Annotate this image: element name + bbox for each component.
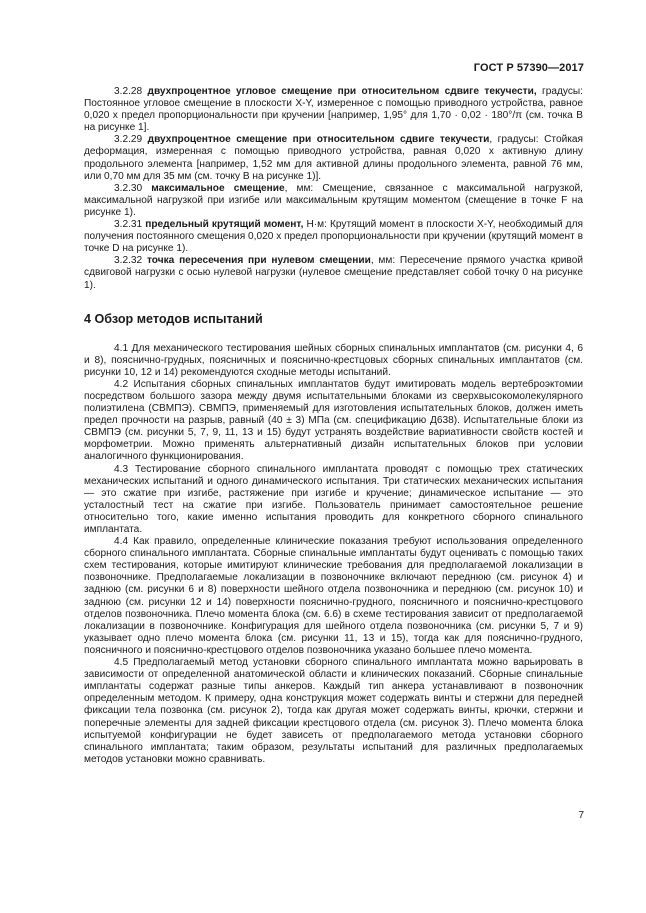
standard-header: ГОСТ Р 57390—2017	[473, 62, 584, 74]
definition-number: 3.2.31	[114, 219, 143, 231]
definition-number: 3.2.30	[114, 182, 143, 194]
paragraph-4-3: 4.3 Тестирование сборного спинального имплантата проводят с помощью трех статических механических испытаний и одного динамического испытания. Три статических механических испытания — это сжатие при изгибе, растяжение при изгибе и кручение; динамическое испытание — это усталостный тест на сжатие при изгибе. Пользователь принимает самостоятельное решение относительно того, какие именно испытания проводить для конкретного сборного спинального имплантата.	[84, 463, 583, 535]
definition-term: максимальное смещение	[151, 182, 285, 194]
definition-text: , мм: Смещение, связанное с максимальной нагрузкой, максимальной нагрузкой при изгибе или максимальным крутящим моментом (смещение в точке F на рисунке 1).	[84, 182, 583, 218]
paragraph-4-1: 4.1 Для механического тестирования шейных сборных спинальных имплантатов (см. рисунки 4, 6 и 8), пояснично-грудных, поясничных и пояснично-крестцовых сборных спинальных имплантатов (см. рисунки 10, 12 и 14) рекомендуются сходные методы испытаний.	[84, 342, 583, 378]
definition-term: двухпроцентное угловое смещение при относительном сдвиге текучести,	[147, 86, 537, 97]
definition-3-2-32	[84, 255, 583, 291]
definition-term: предельный крутящий момент,	[145, 219, 304, 231]
definition-3-2-31	[84, 219, 583, 255]
page-number: 7	[578, 810, 584, 821]
definition-text: , градусы: Стойкая деформация, измеренная с помощью приводного устройства, равная 0,020 х активную длину продольного элемента [например, 1,52 мм для активной длины продольного элемента, равной 76 мм, или 0,70 мм для 35 мм (см. точку B на рисунке 1)].	[84, 134, 583, 182]
paragraph-4-2: 4.2 Испытания сборных спинальных имплантатов будут имитировать модель вертеброэктомии посредством большого зазора между двумя испытательными блоками из сверхвысокомолекулярного полиэтилена (СВМПЭ). СВМПЭ, применяемый для изготовления испытательных блоков, должен иметь предел прочности на разрыв, равный (40 ± 3) МПа (см. спецификацию Д638). Испытательные блоки из СВМПЭ (см. рисунки 5, 7, 9, 11, 13 и 15) будут устранять воздействие вариативности свойств костей и морфометрии. Можно применять альтернативный дизайн испытательных блоков при условии аналогичного функционирования.	[84, 378, 583, 463]
definition-term: точка пересечения при нулевом смещении	[146, 255, 371, 267]
definition-number: 3.2.32	[114, 255, 143, 267]
paragraph-4-5: 4.5 Предполагаемый метод установки сборного спинального имплантата можно варьировать в зависимости от определенной анатомической области и клинических показаний. Сборные спинальные имплантаты содержат разные типы анкеров. Каждый тип анкера устанавливают в позвоночник определенным методом. К примеру, одна конструкция может содержать винты и стержни для передней фиксации тела позвонка (см. рисунок 2), тогда как другая может содержать винты, крючки, стержни и поперечные элементы для задней фиксации крестцового отдела (см. рисунок 3). Плечо момента блока испытуемой конфигурации не будет зависеть от предполагаемого метода установки сборного спинального имплантата; таким образом, результаты испытаний для различных предполагаемых методов установки можно сравнивать.	[84, 657, 583, 765]
definition-text: Н·м: Крутящий момент в плоскости X-Y, необходимый для получения постоянного смещения 0,020 х предел пропорциональности при кручении (крутящий момент в точке D на рисунке 1).	[84, 219, 583, 255]
definition-text: , мм: Пересечение прямого участка кривой сдвиговой нагрузки с осью нулевой нагрузки (нулевое смещение представляет собой точку 0 на рисунке 1).	[84, 255, 583, 291]
definition-number: 3.2.29	[114, 134, 143, 146]
definition-3-2-28	[84, 86, 583, 134]
definition-term: двухпроцентное смещение при относительном сдвиге текучести	[147, 134, 490, 146]
section-heading: 4 Обзор методов испытаний	[84, 311, 263, 326]
paragraph-4-4: 4.4 Как правило, определенные клинические показания требуют использования определенного сборного спинального имплантата. Сборные спинальные имплантаты будут оценивать с помощью таких схем тестирования, которые имитируют клинические требования для предполагаемой локализации в позвоночнике. Предполагаемые локализации в позвоночнике включают переднюю (см. рисунок 4) и заднюю (см. рисунки 6 и 8) поверхности шейного отдела позвоночника и переднюю (см. рисунок 10) и заднюю (см. рисунки 12 и 14) поверхности пояснично-грудного, поясничного и пояснично-крестцового отделов позвоночника. Плечо момента блока (см. 6.6) в схеме тестирования зависит от предполагаемой локализации в позвоночнике. Конфигурация для шейного отдела позвоночника (см. рисунки 5, 7 и 9) указывает одно плечо момента блока (см. рисунки 11, 13 и 15), тогда как для пояснично-грудного, поясничного и пояснично-крестцового отделов позвоночника указано большее плечо момента.	[84, 536, 583, 656]
definition-number: 3.2.28	[114, 86, 143, 97]
definition-text: градусы: Постоянное угловое смещение в плоскости X-Y, измеренное с помощью приводного устройства, равное 0,020 х предел пропорциональности при кручении [например, 1,95° для 1,70 · 0,02 · 180°/π (см. точка B на рисунке 1].	[84, 86, 583, 134]
definition-3-2-29	[84, 134, 583, 182]
page-content	[84, 86, 583, 766]
definition-3-2-30	[84, 183, 583, 219]
